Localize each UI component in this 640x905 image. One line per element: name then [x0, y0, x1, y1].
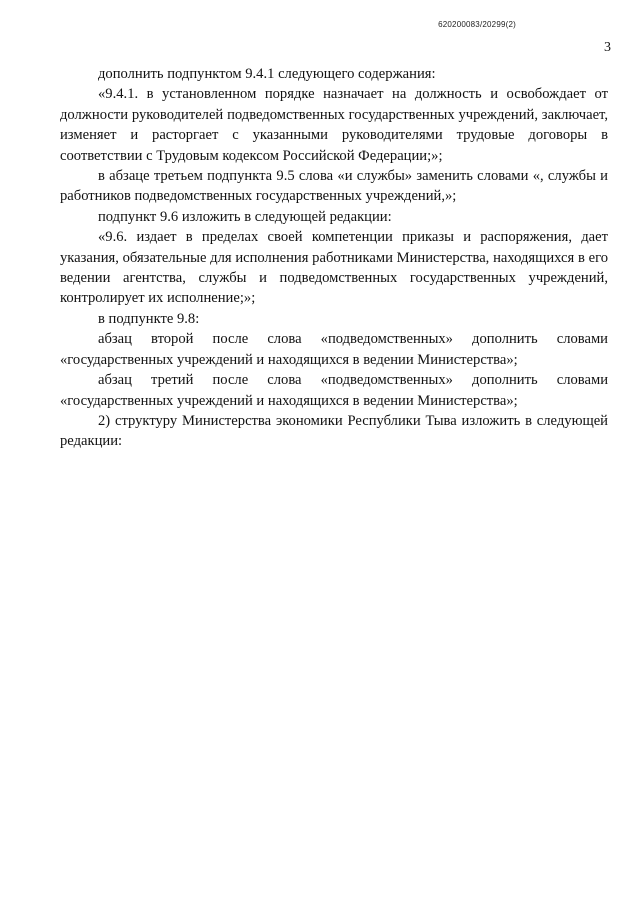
- paragraph: подпункт 9.6 изложить в следующей редакции:: [98, 208, 392, 225]
- paragraph: абзац второй после слова «подведомственных» дополнить словами «государственных учреждений и находящихся в ведении Министерства»;: [60, 331, 608, 368]
- document-id: 620200083/20299(2): [438, 20, 516, 29]
- paragraph: абзац третий после слова «подведомственных» дополнить словами «государственных учреждений и находящихся в ведении Министерства»;: [60, 372, 608, 409]
- document-body: [60, 64, 608, 452]
- paragraph: в абзаце третьем подпункта 9.5 слова «и службы» заменить словами «, службы и работников подведомственных государственных учреждений,»;: [60, 168, 608, 205]
- paragraph: «9.6. издает в пределах своей компетенции приказы и распоряжения, дает указания, обязательные для исполнения работниками Министерства, находящихся в его ведении агентства, службы и подведомственных государственных учреждений, контролирует их исполнение;»;: [60, 229, 608, 307]
- paragraph: «9.4.1. в установленном порядке назначает на должность и освобождает от должности руководителей подведомственных государственных учреждений, заключает, изменяет и расторгает с указанными руководителями трудовые договоры в соответствии с Трудовым кодексом Российской Федерации;»;: [60, 86, 608, 164]
- page-number: 3: [604, 40, 611, 55]
- paragraph: дополнить подпунктом 9.4.1 следующего содержания:: [98, 66, 436, 82]
- paragraph: в подпункте 9.8:: [98, 310, 200, 327]
- paragraph: 2) структуру Министерства экономики Республики Тыва изложить в следующей редакции:: [60, 412, 608, 450]
